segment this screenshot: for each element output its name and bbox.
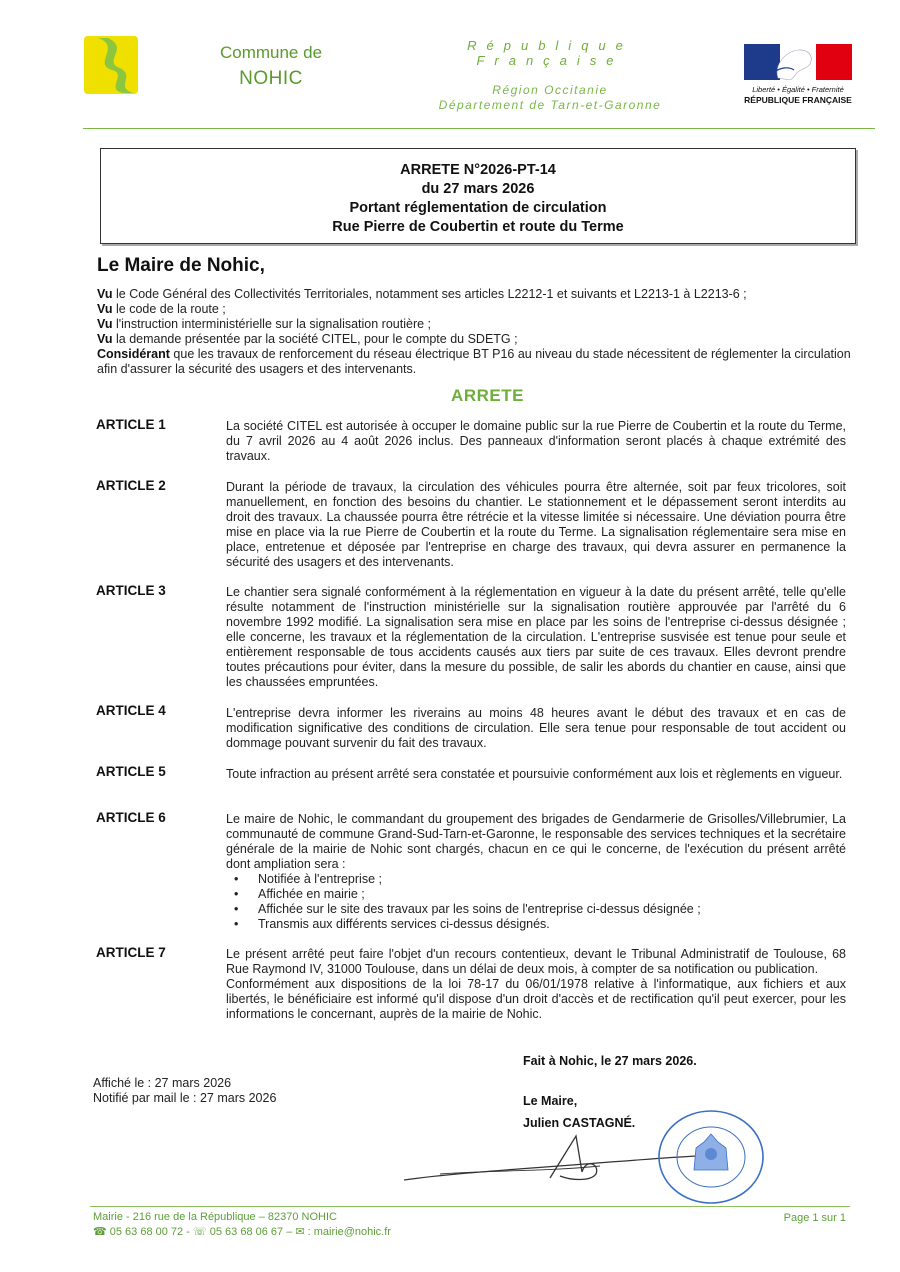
marianne-flag-icon <box>744 44 852 80</box>
vu-label: Vu <box>97 332 113 346</box>
article-6-body <box>226 812 846 932</box>
republique-line1: République <box>467 38 633 53</box>
article-1-text: La société CITEL est autorisée à occuper le domaine public sur la rue Pierre de Coubertin et la route du Terme, du 7 avril 2026 au 4 août 2026 inclus. Des panneaux d'information seront placés à chaque extrémité des travaux. <box>226 419 846 463</box>
article-7-body <box>226 947 846 1022</box>
article-7-label: ARTICLE 7 <box>96 945 166 960</box>
arrete-date: du 27 mars 2026 <box>421 181 535 197</box>
article-4-text: L'entreprise devra informer les riverains au moins 48 heures avant le début des travaux et en cas de modification significative des conditions de circulation. Elle sera tenue pour responsable de tout accident ou dommage pouvant survenir du fait des travaux. <box>226 706 846 750</box>
signature-icon <box>400 1128 700 1188</box>
article-2-label: ARTICLE 2 <box>96 478 166 493</box>
stamp-seal-icon <box>656 1108 766 1206</box>
handwritten-signature <box>400 1128 700 1188</box>
vu-text: le code de la route ; <box>112 302 226 316</box>
article-5-label: ARTICLE 5 <box>96 764 166 779</box>
considerant-label: Considérant <box>97 347 170 361</box>
footer-address: Mairie - 216 rue de la République – 82370 NOHIC <box>93 1211 337 1223</box>
vu-text: l'instruction interministérielle sur la signalisation routière ; <box>112 317 432 331</box>
vu-line-3 <box>97 317 857 332</box>
vu-line-1 <box>97 287 857 302</box>
vu-label: Vu <box>97 302 113 316</box>
article-5-text: Toute infraction au présent arrêté sera constatée et poursuivie conformément aux lois et règlements en vigueur. <box>226 767 843 781</box>
maire-heading: Le Maire de Nohic, <box>97 255 265 276</box>
commune-line1: Commune de <box>219 43 323 62</box>
notifie-date: Notifié par mail le : 27 mars 2026 <box>93 1091 277 1105</box>
list-item: • Notifiée à l'entreprise ; <box>258 872 846 887</box>
departement-text: Département de Tarn-et-Garonne <box>438 98 662 112</box>
vu-label: Vu <box>97 317 113 331</box>
considerant-line <box>97 347 857 377</box>
article-1-label: ARTICLE 1 <box>96 417 166 432</box>
list-item: • Affichée en mairie ; <box>258 887 846 902</box>
commune-logo-graphic <box>84 36 138 94</box>
arrete-subject-2: Rue Pierre de Coubertin et route du Terme <box>332 219 624 235</box>
region-block <box>400 83 700 113</box>
footer-divider <box>90 1206 850 1207</box>
vu-text: la demande présentée par la société CITEL, pour le compte du SDETG ; <box>112 332 518 346</box>
article-6-text: Le maire de Nohic, le commandant du groupement des brigades de Gendarmerie de Grisolles/Villebrumier, La communauté de commune Grand-Sud-Tarn-et-Garonne, le responsable des services techniques et la secrétaire générale de la mairie de Nohic sont chargés, chacun en ce qui le concerne, de l'exécution du présent arrêté dont ampliation sera : <box>226 812 846 871</box>
article-2-text: Durant la période de travaux, la circulation des véhicules pourra être alternée, soit par feux tricolores, soit manuellement, en fonction des besoins du chantier. Le stationnement et le dépassement seront interdits au droit des travaux. La chaussée pourra être rétrécie et la vitesse limitée si nécessaire. Une déviation pourra être mise en place via la rue Pierre de Coubertin et la route du Terme. La signalisation réglementaire sera mise en place, entretenue et déposée par l'entreprise en charge des travaux, qui devra assurer en permanence la sécurité des usagers et des intervenants. <box>226 480 846 569</box>
commune-name <box>196 40 346 92</box>
footer <box>93 1210 391 1240</box>
footer-contacts: ☎ 05 63 68 00 72 - ☏ 05 63 68 06 67 – ✉ : mairie@nohic.fr <box>93 1226 391 1238</box>
article-4-label: ARTICLE 4 <box>96 703 166 718</box>
arrete-number: ARRETE N°2026-PT-14 <box>400 162 556 178</box>
vu-line-4 <box>97 332 857 347</box>
marianne-name: RÉPUBLIQUE FRANÇAISE <box>744 95 852 105</box>
page-number: Page 1 sur 1 <box>783 1212 846 1224</box>
commune-line2: NOHIC <box>239 68 303 89</box>
signatory-role: Le Maire, <box>523 1094 578 1108</box>
republique-line2: Française <box>476 53 624 68</box>
vu-text: le Code Général des Collectivités Territoriales, notamment ses articles L2212-1 et suivants et L2213-1 à L2213-6 ; <box>112 287 747 301</box>
article-6-label: ARTICLE 6 <box>96 810 166 825</box>
ampliation-list <box>226 872 846 932</box>
header-divider <box>83 128 875 129</box>
republique-francaise-text <box>420 38 680 68</box>
preamble <box>97 287 857 377</box>
article-7-text-2: Conformément aux dispositions de la loi 78-17 du 06/01/1978 relative à l'informatique, aux fichiers et aux libertés, le bénéficiaire est informé qu'il dispose d'un droit d'accès et de rectification qu'il peut exercer, pour les informations le concernant, auprès de la mairie de Nohic. <box>226 977 846 1021</box>
considerant-text: que les travaux de renforcement du réseau électrique BT P16 au niveau du stade nécessitent de réglementer la circulation afin d'assurer la sécurité des usagers et des intervenants. <box>97 347 851 376</box>
affichage-block <box>93 1076 276 1106</box>
marianne-motto: Liberté • Égalité • Fraternité <box>752 85 844 94</box>
marianne-logo <box>744 44 852 80</box>
commune-logo <box>84 36 138 94</box>
title-box <box>100 148 856 244</box>
article-3-label: ARTICLE 3 <box>96 583 166 598</box>
region-text: Région Occitanie <box>492 83 608 97</box>
mairie-stamp <box>656 1108 766 1206</box>
article-7-text: Le présent arrêté peut faire l'objet d'un recours contentieux, devant le Tribunal Administratif de Toulouse, 68 Rue Raymond IV, 31000 Toulouse, dans un délai de deux mois, à compter de sa notification ou publication. <box>226 947 846 976</box>
list-item: • Affichée sur le site des travaux par les soins de l'entreprise ci-dessus désignée ; <box>258 902 846 917</box>
arrete-subject-1: Portant réglementation de circulation <box>349 200 607 216</box>
article-3-text: Le chantier sera signalé conformément à la réglementation en vigueur à la date du présent arrêté, telle qu'elle résulte notamment de l'instruction ministérielle sur la signalisation routière approuvée par l'arrêté du 6 novembre 1992 modifié. La signalisation sera mise en place par les soins de l'entreprise ci-dessus désignée ; elle concerne, les travaux et la réglementation de la circulation. L'entreprise susvisée est tenue pour seule et entièrement responsable de tous accidents causés aux tiers par suite de ces travaux. Elles devront prendre toutes précautions pour éviter, dans la mesure du possible, de salir les abords du chantier en cause, ainsi que les chaussées empruntées. <box>226 585 846 689</box>
list-item: • Transmis aux différents services ci-dessus désignés. <box>258 917 846 932</box>
signatory-name: Julien CASTAGNÉ. <box>523 1116 636 1130</box>
arrete-heading: ARRETE <box>451 386 524 405</box>
fait-a: Fait à Nohic, le 27 mars 2026. <box>523 1054 697 1068</box>
marianne-caption <box>740 84 856 106</box>
vu-label: Vu <box>97 287 113 301</box>
affiche-date: Affiché le : 27 mars 2026 <box>93 1076 232 1090</box>
vu-line-2 <box>97 302 857 317</box>
